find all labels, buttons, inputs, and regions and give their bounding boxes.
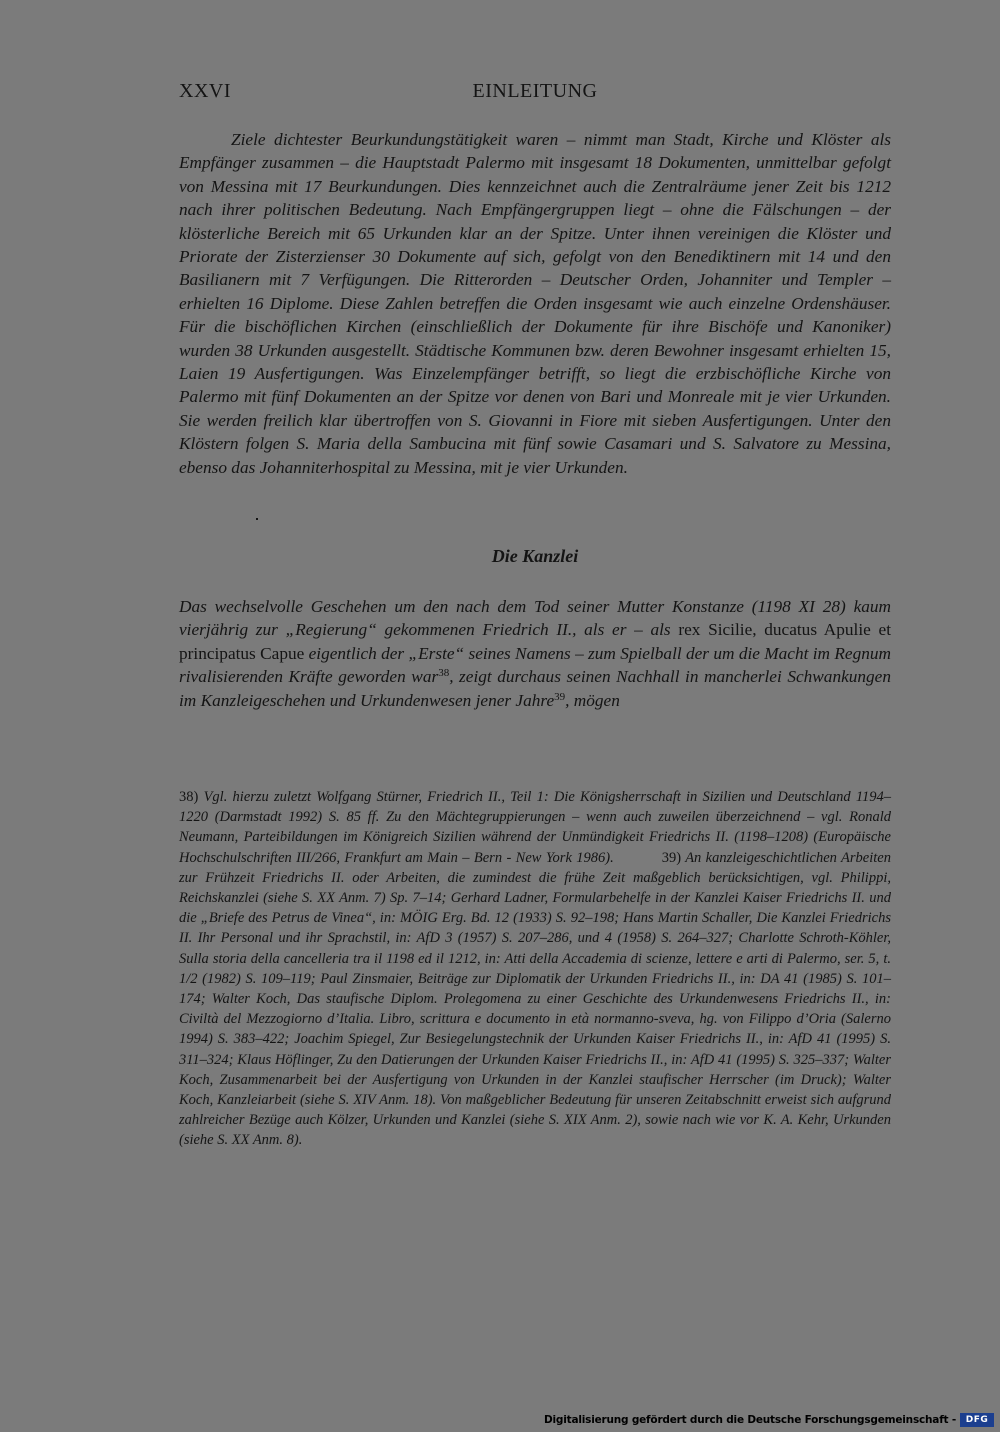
footnote-38-number: 38): [179, 789, 199, 805]
running-title: EINLEITUNG: [472, 80, 598, 102]
paragraph2-text-part3: , zeigt durchaus seinen Nachhall in mancherlei Schwankungen im Kanzleigeschehen und Urkundenwesen jener Jahre: [179, 667, 891, 710]
section-heading: Die Kanzlei: [491, 546, 579, 566]
footnote-39-text: An kanzleigeschichtlichen Arbeiten zur Frühzeit Friedrichs II. oder Arbeiten, die zumindest die frühe Zeit maßgeblich berücksichtigen, vgl. Philippi, Reichskanzlei (siehe S. XX Anm. 7) Sp. 7–14; Gerhard Ladner, Formularbehelfe in der Kanzlei Kaiser Friedrichs II. und die „Briefe des Petrus de Vinea“, in: MÖIG Erg. Bd. 12 (1933) S. 92–198; Hans Martin Schaller, Die Kanzlei Friedrichs II. Ihr Personal und ihr Sprachstil, in: AfD 3 (1957) S. 207–286, und 4 (1958) S. 264–327; Charlotte Schroth-Köhler, Sulla storia della cancelleria tra il 1198 ed il 1212, in: Atti della Accademia di scienze, lettere e arti di Palermo, ser. 5, t. 1/2 (1982) S. 109–119; Paul Zinsmaier, Beiträge zur Diplomatik der Urkunden Friedrichs II., in: DA 41 (1985) S. 101–174; Walter Koch, Das staufische Diplom. Prolegomena zu einer Geschichte des Urkundenwesens Friedrichs II., in: Civiltà del Mezzogiorno d’Italia. Libro, scrittura e documento in età normanno-sveva, hg. von Filippo d’Oria (Salerno 1994) S. 383–422; Joachim Spiegel, Zur Besiegelungstechnik der Urkunden Kaiser Friedrichs II., in: AfD 41 (1995) S. 311–324; Klaus Höflinger, Zu den Datierungen der Urkunden Kaiser Friedrichs II., in: AfD 41 (1995) S. 325–337; Walter Koch, Zusammenarbeit bei der Ausfertigung von Urkunden in der Kanzlei staufischer Herrscher (im Druck); Walter Koch, Kanzleiarbeit (siehe S. XIV Anm. 18). Von maßgeblicher Bedeutung für unseren Zeitabschnitt erweist sich aufgrund zahlreicher Bezüge auch Kölzer, Urkunden und Kanzlei (siehe S. XIX Anm. 2), sowie nach wie vor K. A. Kehr, Urkunden (siehe S. XX Anm. 8).: [179, 849, 891, 1149]
page-number: XXVI: [179, 80, 231, 102]
footnote-39-number: 39): [661, 849, 682, 866]
paragraph2-text-part2: eigentlich der „Erste“ seines Namens – zum Spielball der um die Macht im Regnum rivalisierenden Kräfte geworden war: [179, 643, 891, 687]
digitization-footer: [0, 1410, 1000, 1432]
scan-speck: [256, 518, 258, 520]
page-header: [179, 80, 891, 110]
paragraph2-text-part1: Das wechselvolle Geschehen um den nach dem Tod seiner Mutter Konstanze (1198 XI 28) kaum vierjährig zur „Regierung“ gekommenen Friedrich II., als er – als: [179, 597, 891, 640]
latin-title-phrase: rex Sicilie, ducatus Apulie et principatus Capue: [179, 620, 891, 663]
body-paragraph-2: [179, 595, 891, 712]
footnote-reference-39[interactable]: 39: [554, 690, 566, 703]
funding-credit: Digitalisierung gefördert durch die Deutsche Forschungsgemeinschaft -: [544, 1414, 956, 1426]
paragraph2-text-part4: , mögen: [565, 690, 620, 710]
body-paragraph-1: Ziele dichtester Beurkundungstätigkeit waren – nimmt man Stadt, Kirche und Klöster als Empfänger zusammen – die Hauptstadt Palermo mit insgesamt 18 Dokumenten, unmittelbar gefolgt von Messina mit 17 Beurkundungen. Dies kennzeichnet auch die Zentralräume jener Zeit bis 1212 nach ihrer politischen Bedeutung. Nach Empfängergruppen liegt – ohne die Fälschungen – der klösterliche Bereich mit 65 Urkunden klar an der Spitze. Unter ihnen vereinigen die Klöster und Priorate der Zisterzienser 30 Dokumente auf sich, gefolgt von den Benediktinern mit 14 und den Basilianern mit 7 Verfügungen. Die Ritterorden – Deutscher Orden, Johanniter und Templer – erhielten 16 Diplome. Diese Zahlen betreffen die Orden insgesamt wie auch einzelne Ordenshäuser. Für die bischöflichen Kirchen (einschließlich der Dokumente für ihre Bischöfe und Kanoniker) wurden 38 Urkunden ausgestellt. Städtische Kommunen bzw. deren Bewohner insgesamt erhielten 15, Laien 19 Ausfertigungen. Was Einzelempfänger betrifft, so liegt die erzbischöfliche Kirche von Palermo mit fünf Dokumenten an der Spitze vor denen von Bari und Monreale mit je vier Urkunden. Sie werden freilich klar übertroffen von S. Giovanni in Fiore mit sieben Ausfertigungen. Unter den Klöstern folgen S. Maria della Sambucina mit fünf sowie Casamari und S. Salvatore zu Messina, ebenso das Johanniterhospital zu Messina, mit je vier Urkunden.: [179, 130, 891, 477]
footnote-38-text: Vgl. hierzu zuletzt Wolfgang Stürner, Friedrich II., Teil 1: Die Königsherrschaft in Sizilien und Deutschland 1194–1220 (Darmstadt 1992) S. 85 ff. Zu den Mächtegruppierungen – wenn auch zuweilen überzeichnend – vgl. Ronald Neumann, Parteibildungen im Königreich Sizilien während der Unmündigkeit Friedrichs II. (1198–1208) (Europäische Hochschulschriften III/266, Frankfurt am Main – Bern - New York 1986).: [179, 789, 892, 866]
footnotes-block: [179, 787, 891, 1151]
footnote-reference-38[interactable]: 38: [438, 667, 450, 680]
dfg-logo-icon[interactable]: DFG: [960, 1413, 994, 1427]
